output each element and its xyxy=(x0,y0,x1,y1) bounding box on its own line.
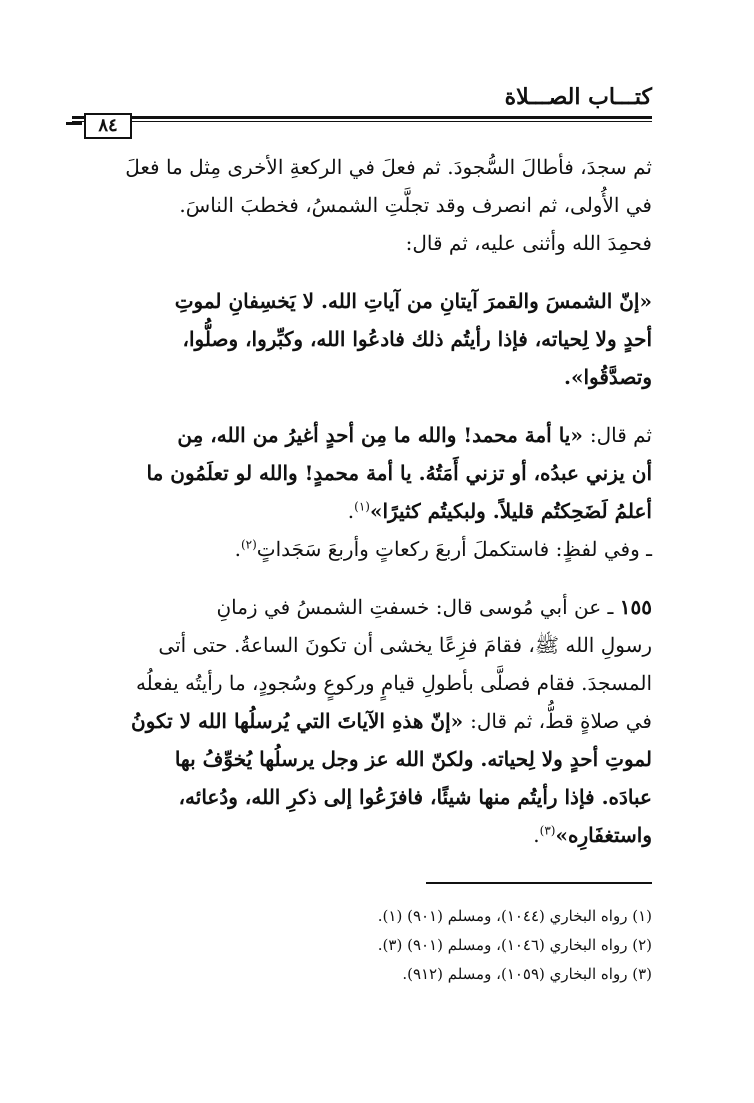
footnote-2: (٢) رواه البخاري (١٠٤٦)، ومسلم (٩٠١) (٣). xyxy=(377,936,652,954)
paragraph-3: ـ وفي لفظٍ: فاستكملَ أربعَ ركعاتٍ وأربعَ سَجَداتٍ$^{(٢)}$. xyxy=(234,537,652,561)
page-number-dash xyxy=(66,122,82,125)
paragraph-2: ثم قال: «يا أمة محمد! والله ما مِن أحدٍ أغيرُ من الله، مِن أن يزني عبدُه، أو تزني أَمَتُهُ. يا أمة محمدٍ! والله لو تعلَمُون ما أعلمُ لَضَحِكتُم قليلاً. ولبكيتُم كثيرًا»$^{(١)}$. xyxy=(146,423,652,523)
page-number: ٨٤ xyxy=(84,113,132,139)
footnote-1: (١) رواه البخاري (١٠٤٤)، ومسلم (٩٠١) (١). xyxy=(377,907,652,925)
footnote-ref-2: (٢) xyxy=(240,537,257,552)
footnote-separator xyxy=(426,882,652,884)
header-rule-thin xyxy=(72,121,652,122)
running-title: كتـــاب الصـــلاة xyxy=(504,84,652,110)
hadith-quote-1: «إنّ الشمسَ والقمرَ آيتانِ من آياتِ الله. لا يَخسِفانِ لموتِ أحدٍ ولا لِحياته، فإذا رأيتُم ذلك فادعُوا الله، وكبِّروا، وصلُّوا، وتصدَّقُوا». xyxy=(174,289,652,389)
footnotes xyxy=(300,902,652,989)
page-body xyxy=(72,148,652,854)
hadith-number: ١٥٥ xyxy=(619,595,652,619)
header-rule xyxy=(72,116,652,119)
paragraph-4: ١٥٥ ـ عن أبي مُوسى قال: خسفتِ الشمسُ في زمانِ رسولِ الله ﷺ، فقامَ فزِعًا يخشى أن تكونَ الساعةُ. حتى أتى المسجدَ. فقام فصلَّى بأطولِ قيامٍ وركوعٍ وسُجودٍ، ما رأيتُه يفعلُه في صلاةٍ قطُّ، ثم قال: «إنّ هذهِ الآياتَ التي يُرسلُها الله لا تكونُ لموتِ أحدٍ ولا لِحياته. ولكنّ الله عز وجل يرسلُها يُخوِّفُ بها عبادَه. فإذا رأيتُم منها شيئًا، فافزَعُوا إلى ذكرِ الله، ودُعائه، واستغفَارِه»$^{(٣)}$. xyxy=(131,595,652,847)
page-header xyxy=(72,82,652,134)
paragraph-1: ثم سجدَ، فأطالَ السُّجودَ. ثم فعلَ في الركعةِ الأخرى مِثل ما فعلَ في الأُولى، ثم انصرف وقد تجلَّتِ الشمسُ، فخطبَ الناسَ. فحمِدَ الله وأثنى عليه، ثم قال: xyxy=(125,155,652,255)
footnote-ref-1: (١) xyxy=(354,499,370,514)
footnote-3: (٣) رواه البخاري (١٠٥٩)، ومسلم (٩١٢). xyxy=(402,965,652,983)
footnote-ref-3: (٣) xyxy=(539,823,556,838)
